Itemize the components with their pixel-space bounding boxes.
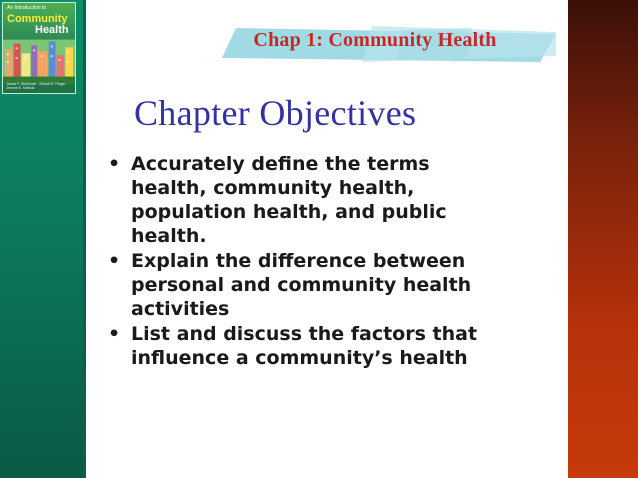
list-item-text: Explain the difference between personal and community health activities <box>131 250 472 320</box>
slide-title: Chapter Objectives <box>134 93 417 133</box>
bullet-point: • <box>108 153 121 175</box>
book-cover-image <box>2 2 76 94</box>
city-skyline-illustration <box>3 39 75 83</box>
chapter-banner <box>222 26 556 62</box>
list-item <box>108 249 508 321</box>
list-item-text: List and discuss the factors that influence a community’s health <box>131 323 478 369</box>
list-item <box>108 322 508 370</box>
book-cover-authors: James F. McKenzie · Robert R. Pinger · Jerome E. Kotecki <box>6 82 68 90</box>
right-decorative-band <box>568 0 638 478</box>
bullet-point: • <box>108 323 121 345</box>
list-item <box>108 152 508 248</box>
book-cover-title-line1: Community <box>7 13 68 25</box>
book-cover-subtitle: An Introduction to <box>7 5 47 11</box>
objectives-list <box>108 152 508 371</box>
chapter-banner-text: Chap 1: Community Health <box>253 29 497 51</box>
bullet-point: • <box>108 250 121 272</box>
book-cover-title-line2: Health <box>35 24 69 36</box>
list-item-text: Accurately define the terms health, community health, population health, and public health. <box>131 153 447 247</box>
